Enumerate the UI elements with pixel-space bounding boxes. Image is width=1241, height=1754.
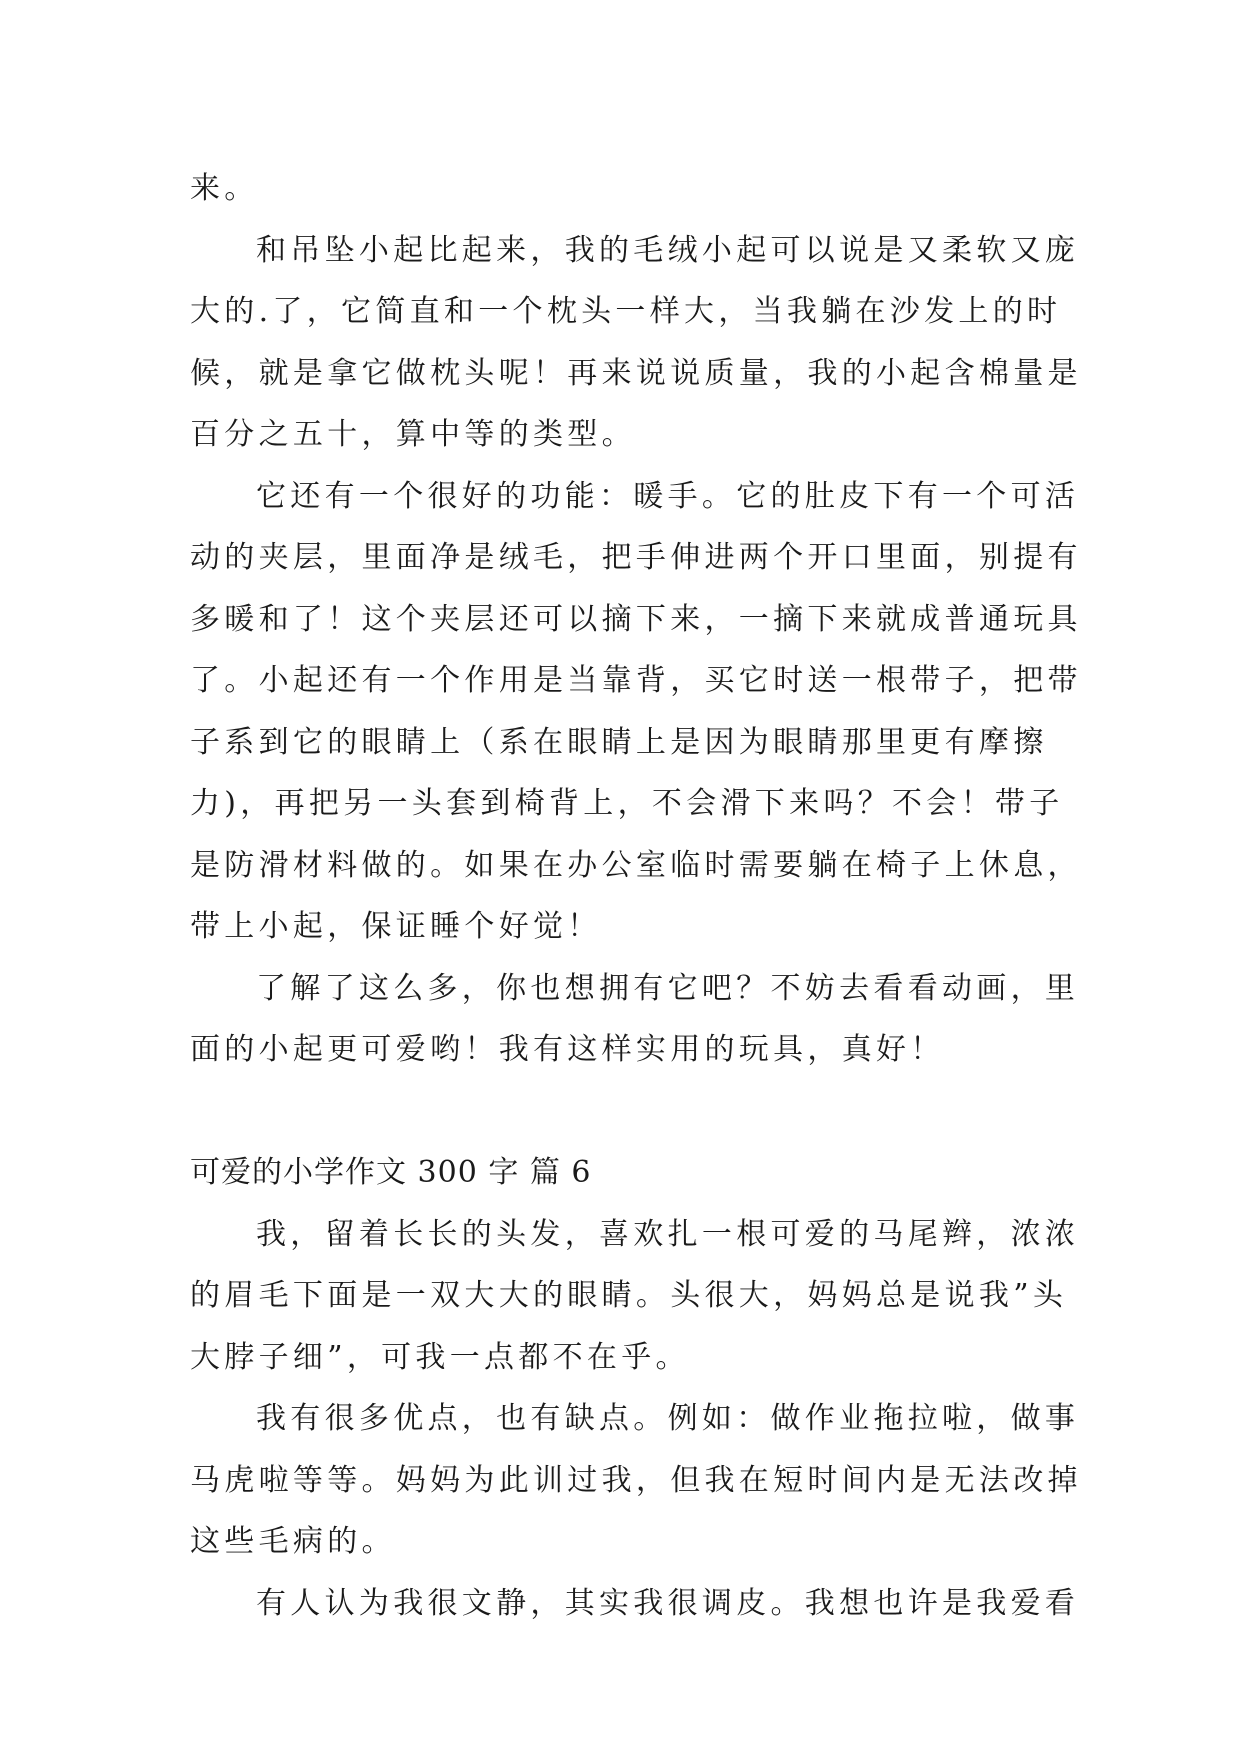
paragraph-start-line: 了解了这么多，你也想拥有它吧？不妨去看看动画，里	[256, 970, 1080, 1006]
text-line: 这些毛病的。	[190, 1524, 396, 1559]
text-line: 动的夹层，里面净是绒毛，把手伸进两个开口里面，别提有	[190, 540, 1082, 575]
paragraph-start-line: 和吊坠小起比起来，我的毛绒小起可以说是又柔软又庞	[256, 232, 1080, 268]
paragraph-start-line: 我有很多优点，也有缺点。例如：做作业拖拉啦，做事	[256, 1401, 1080, 1436]
text-line: 候，就是拿它做枕头呢！再来说说质量，我的小起含棉量是	[190, 355, 1082, 391]
text-line: 百分之五十，算中等的类型。	[190, 417, 636, 452]
text-line: 马虎啦等等。妈妈为此训过我，但我在短时间内是无法改掉	[190, 1462, 1082, 1498]
text-line: 了。小起还有一个作用是当靠背，买它时送一根带子，把带	[190, 663, 1082, 698]
text-line: 大脖子细”，可我一点都不在乎。	[190, 1339, 690, 1375]
text-line: 力)，再把另一头套到椅背上，不会滑下来吗？不会！带子	[190, 786, 1064, 821]
text-line: 多暖和了！这个夹层还可以摘下来，一摘下来就成普通玩具	[190, 601, 1082, 637]
text-line: 带上小起，保证睡个好觉！	[190, 909, 602, 944]
text-line: 子系到它的眼睛上（系在眼睛上是因为眼睛那里更有摩擦	[190, 724, 1048, 760]
text-line: 大的.了，它简直和一个枕头一样大，当我躺在沙发上的时	[190, 294, 1062, 329]
paragraph-start-line: 有人认为我很文静，其实我很调皮。我想也许是我爱看	[256, 1585, 1080, 1621]
paragraph-start-line: 它还有一个很好的功能：暖手。它的肚皮下有一个可活	[256, 478, 1080, 514]
text-line: 面的小起更可爱哟！我有这样实用的玩具，真好！	[190, 1032, 945, 1067]
section-gap	[190, 1081, 1052, 1143]
paragraph-start-line: 我，留着长长的头发，喜欢扎一根可爱的马尾辫，浓浓	[256, 1216, 1080, 1252]
text-line: 来。	[190, 171, 259, 206]
section-heading: 可爱的小学作文 300 字 篇 6	[190, 1155, 592, 1190]
text-line: 的眉毛下面是一双大大的眼睛。头很大，妈妈总是说我”头	[190, 1278, 1068, 1313]
text-line: 是防滑材料做的。如果在办公室临时需要躺在椅子上休息，	[190, 847, 1082, 883]
document-body	[190, 158, 1082, 1634]
